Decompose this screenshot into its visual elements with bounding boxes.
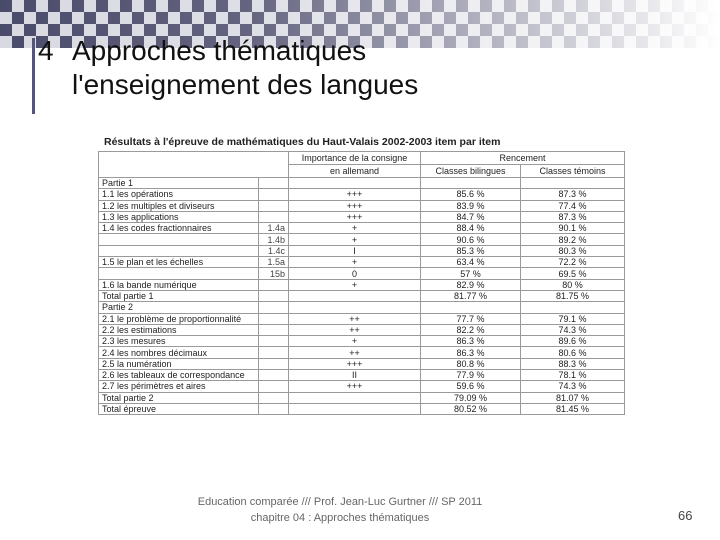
row-subitem-code	[259, 302, 289, 313]
row-subitem-code	[259, 211, 289, 222]
table-row	[99, 313, 625, 324]
row-score-temoins: 74.3 %	[521, 381, 625, 392]
table-row	[99, 211, 625, 222]
row-score-bilingues: 57 %	[421, 268, 521, 279]
row-score-bilingues: 63.4 %	[421, 257, 521, 268]
row-score-temoins: 74.3 %	[521, 324, 625, 335]
header-importance-bottom: en allemand	[289, 165, 421, 178]
row-importance: +++	[289, 211, 421, 222]
title-accent-bar	[32, 38, 35, 114]
row-label: Total épreuve	[99, 403, 259, 414]
row-label: 2.5 la numération	[99, 358, 259, 369]
row-subitem-code	[259, 178, 289, 189]
row-importance	[289, 392, 421, 403]
row-label: 2.1 le problème de proportionnalité	[99, 313, 259, 324]
row-subitem-code	[259, 336, 289, 347]
title-number: 4	[38, 35, 54, 66]
row-score-temoins: 80.6 %	[521, 347, 625, 358]
header-empty-cell	[99, 152, 289, 178]
row-subitem-code	[259, 290, 289, 301]
row-importance: ++	[289, 313, 421, 324]
page-number: 66	[678, 508, 693, 523]
row-score-bilingues	[421, 302, 521, 313]
row-label: Partie 2	[99, 302, 259, 313]
row-label	[99, 245, 259, 256]
table-row	[99, 223, 625, 234]
header-classes-temoins: Classes témoins	[521, 165, 625, 178]
table-row	[99, 358, 625, 369]
row-label: 1.6 la bande numérique	[99, 279, 259, 290]
row-importance: +++	[289, 358, 421, 369]
row-subitem-code: 1.5a	[259, 257, 289, 268]
table-row	[99, 324, 625, 335]
row-label	[99, 234, 259, 245]
row-score-bilingues: 85.3 %	[421, 245, 521, 256]
row-label: 2.3 les mesures	[99, 336, 259, 347]
row-label	[99, 268, 259, 279]
results-figure	[98, 133, 624, 415]
row-label: Partie 1	[99, 178, 259, 189]
table-row	[99, 290, 625, 301]
row-score-bilingues: 90.6 %	[421, 234, 521, 245]
row-score-bilingues: 86.3 %	[421, 347, 521, 358]
title-line-1: Approches thématiques	[72, 35, 367, 66]
row-score-temoins: 80.3 %	[521, 245, 625, 256]
row-importance: +	[289, 223, 421, 234]
header-classes-bilingues: Classes bilingues	[421, 165, 521, 178]
row-score-temoins: 90.1 %	[521, 223, 625, 234]
table-row	[99, 302, 625, 313]
row-subitem-code	[259, 381, 289, 392]
row-importance	[289, 403, 421, 414]
row-subitem-code: 1.4b	[259, 234, 289, 245]
row-score-temoins: 81.45 %	[521, 403, 625, 414]
table-row	[99, 189, 625, 200]
table-row	[99, 347, 625, 358]
row-importance: +	[289, 257, 421, 268]
row-subitem-code: 15b	[259, 268, 289, 279]
row-label: Total partie 1	[99, 290, 259, 301]
row-importance	[289, 302, 421, 313]
row-label: 1.2 les multiples et diviseurs	[99, 200, 259, 211]
table-header-row-1	[99, 152, 625, 165]
row-label: 2.7 les périmètres et aires	[99, 381, 259, 392]
row-score-temoins: 81.75 %	[521, 290, 625, 301]
table-row	[99, 257, 625, 268]
row-label: 1.4 les codes fractionnaires	[99, 223, 259, 234]
row-score-bilingues: 82.9 %	[421, 279, 521, 290]
row-score-bilingues: 86.3 %	[421, 336, 521, 347]
row-score-temoins: 87.3 %	[521, 189, 625, 200]
row-subitem-code	[259, 347, 289, 358]
title-line-2: l'enseignement des langues	[72, 69, 419, 100]
row-score-bilingues: 84.7 %	[421, 211, 521, 222]
table-row	[99, 245, 625, 256]
row-score-temoins: 81.07 %	[521, 392, 625, 403]
table-row	[99, 279, 625, 290]
table-row	[99, 381, 625, 392]
row-subitem-code	[259, 189, 289, 200]
row-importance: ++	[289, 347, 421, 358]
row-score-bilingues: 81.77 %	[421, 290, 521, 301]
row-score-bilingues: 77.9 %	[421, 370, 521, 381]
row-subitem-code	[259, 279, 289, 290]
row-label: 2.2 les estimations	[99, 324, 259, 335]
row-importance: +++	[289, 189, 421, 200]
table-row	[99, 403, 625, 414]
row-subitem-code	[259, 403, 289, 414]
row-score-temoins: 79.1 %	[521, 313, 625, 324]
row-label: 2.6 les tableaux de correspondance	[99, 370, 259, 381]
row-importance	[289, 290, 421, 301]
row-subitem-code	[259, 324, 289, 335]
row-importance: +++	[289, 381, 421, 392]
row-score-bilingues: 59.6 %	[421, 381, 521, 392]
table-row	[99, 200, 625, 211]
footer-line-1: Education comparée /// Prof. Jean-Luc Gurtner /// SP 2011	[197, 496, 483, 508]
row-score-temoins: 78.1 %	[521, 370, 625, 381]
row-score-temoins	[521, 302, 625, 313]
row-score-bilingues: 80.8 %	[421, 358, 521, 369]
table-caption: Résultats à l'épreuve de mathématiques du Haut-Valais 2002-2003 item par item	[104, 136, 501, 148]
row-subitem-code	[259, 200, 289, 211]
row-score-temoins: 77.4 %	[521, 200, 625, 211]
row-subitem-code	[259, 392, 289, 403]
row-score-temoins: 87.3 %	[521, 211, 625, 222]
row-score-temoins: 69.5 %	[521, 268, 625, 279]
row-importance: 0	[289, 268, 421, 279]
row-score-temoins	[521, 178, 625, 189]
row-score-temoins: 89.6 %	[521, 336, 625, 347]
row-subitem-code	[259, 370, 289, 381]
table-row	[99, 178, 625, 189]
table-row	[99, 268, 625, 279]
row-subitem-code	[259, 313, 289, 324]
row-subitem-code: 1.4a	[259, 223, 289, 234]
table-row	[99, 234, 625, 245]
row-importance: ++	[289, 324, 421, 335]
row-importance: I	[289, 245, 421, 256]
row-score-bilingues: 80.52 %	[421, 403, 521, 414]
results-table	[98, 151, 625, 415]
row-score-temoins: 80 %	[521, 279, 625, 290]
row-label: 1.5 le plan et les échelles	[99, 257, 259, 268]
row-score-bilingues: 85.6 %	[421, 189, 521, 200]
row-importance	[289, 178, 421, 189]
row-score-bilingues	[421, 178, 521, 189]
row-score-bilingues: 79.09 %	[421, 392, 521, 403]
row-score-temoins: 72.2 %	[521, 257, 625, 268]
row-subitem-code	[259, 358, 289, 369]
row-score-bilingues: 77.7 %	[421, 313, 521, 324]
slide-footer	[160, 494, 520, 526]
footer-line-2: chapitre 04 : Approches thématiques	[250, 512, 430, 524]
row-subitem-code: 1.4c	[259, 245, 289, 256]
row-importance: +	[289, 279, 421, 290]
row-label: 2.4 les nombres décimaux	[99, 347, 259, 358]
row-importance: +	[289, 336, 421, 347]
row-importance: II	[289, 370, 421, 381]
row-importance: +	[289, 234, 421, 245]
row-label: 1.1 les opérations	[99, 189, 259, 200]
row-score-temoins: 89.2 %	[521, 234, 625, 245]
row-importance: +++	[289, 200, 421, 211]
row-label: Total partie 2	[99, 392, 259, 403]
table-row	[99, 370, 625, 381]
row-label: 1.3 les applications	[99, 211, 259, 222]
slide-title	[38, 34, 418, 102]
table-row	[99, 336, 625, 347]
row-score-bilingues: 82.2 %	[421, 324, 521, 335]
header-importance-top: Importance de la consigne	[289, 152, 421, 165]
row-score-temoins: 88.3 %	[521, 358, 625, 369]
header-rencement: Rencement	[421, 152, 625, 165]
table-row	[99, 392, 625, 403]
row-score-bilingues: 83.9 %	[421, 200, 521, 211]
row-score-bilingues: 88.4 %	[421, 223, 521, 234]
